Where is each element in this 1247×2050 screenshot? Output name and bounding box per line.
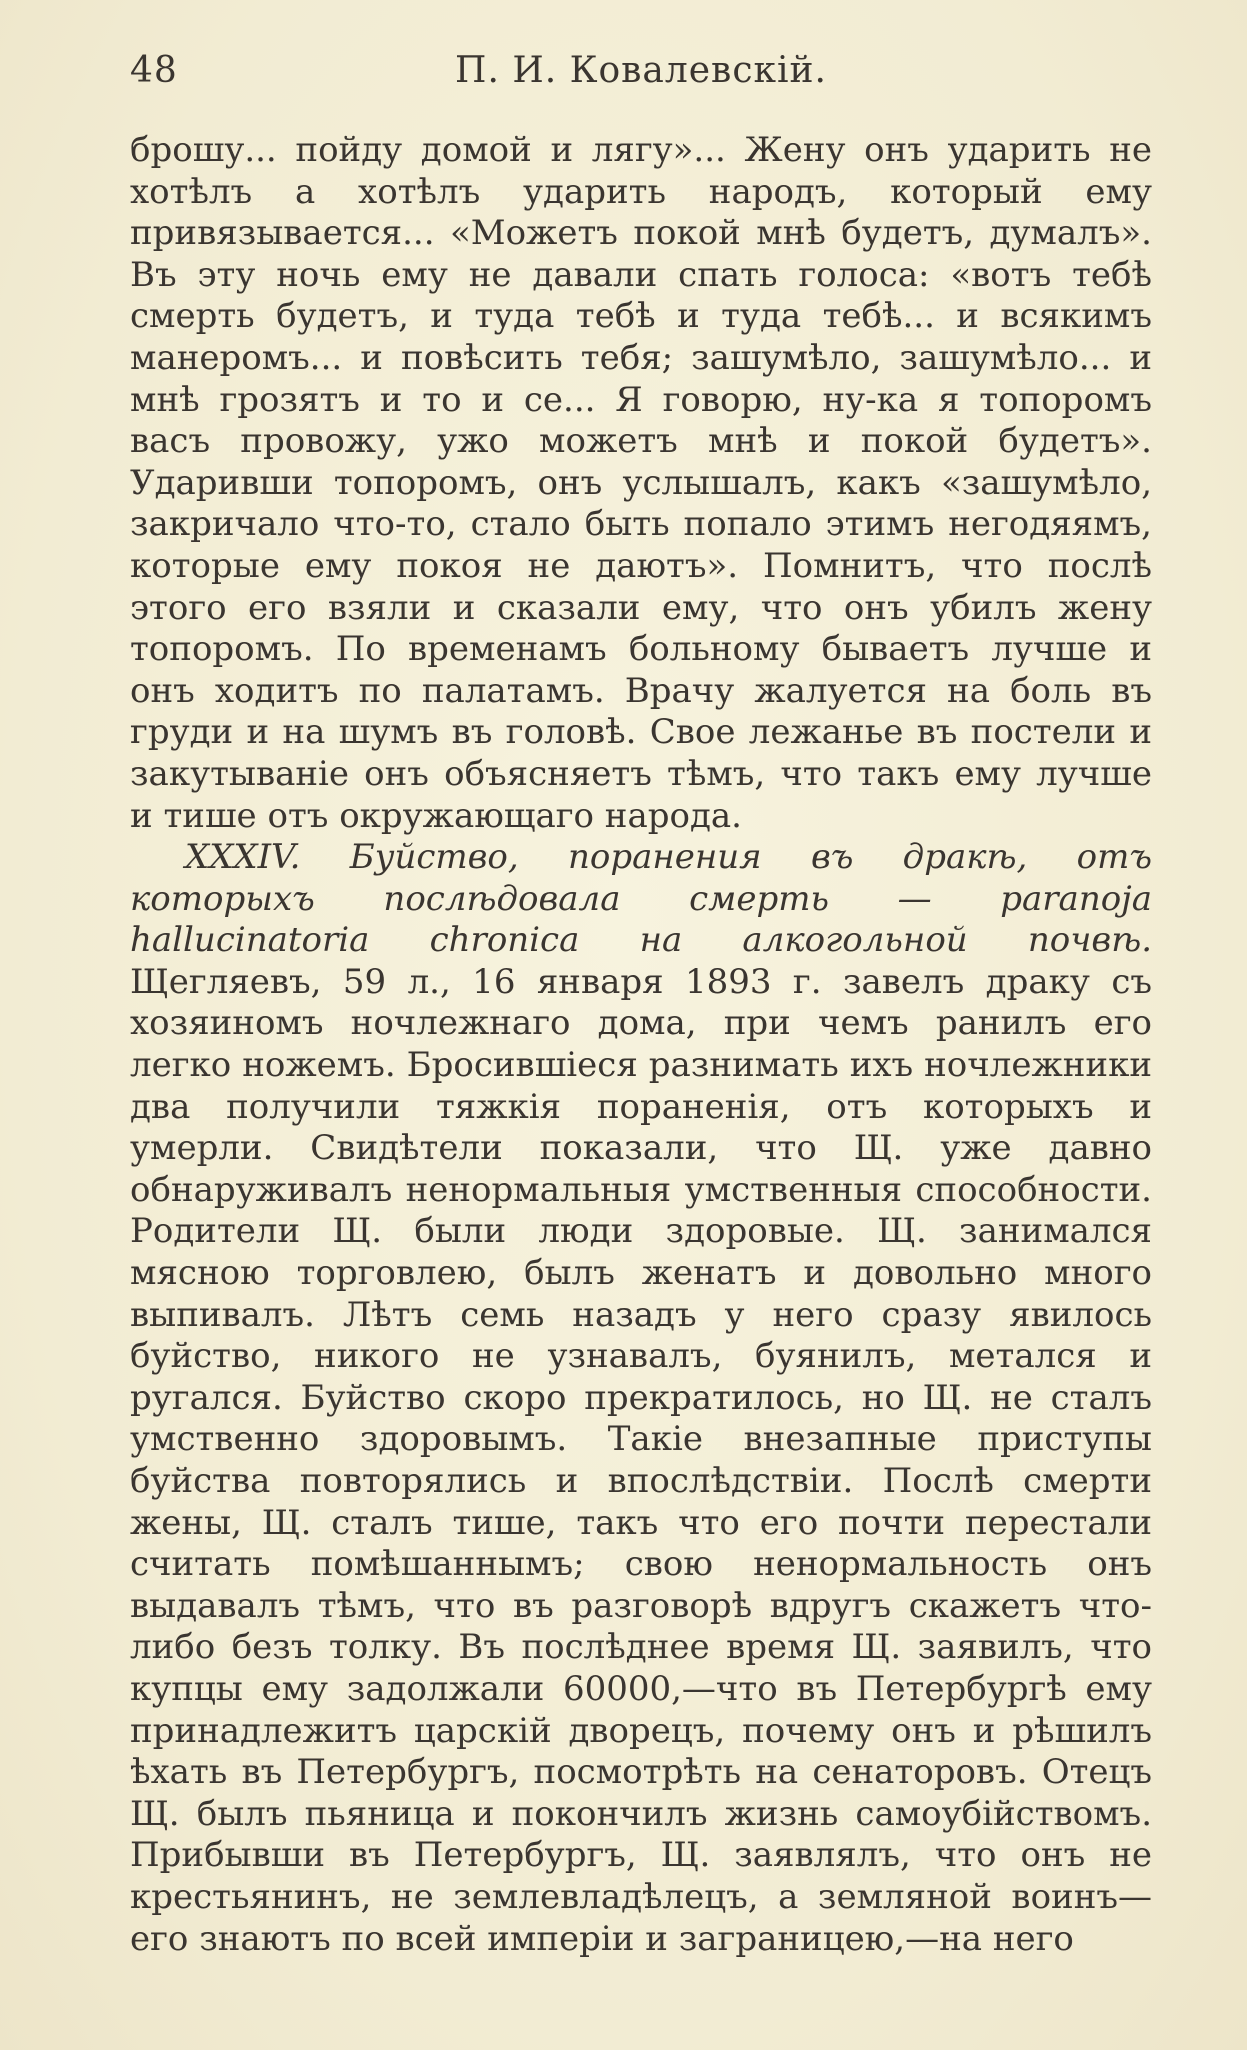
section-number: XXXIV.	[185, 837, 301, 878]
page-header	[130, 40, 1152, 100]
running-title: П. И. Ковалевскій.	[455, 50, 827, 91]
section-text: Щегляевъ, 59 л., 16 января 1893 г. завелъ драку съ хозяиномъ ночлежнаго дома, при чемъ ранилъ его легко ножемъ. Бросившіеся разнимать ихъ ночлежники два получили тяжкія пораненія, отъ которыхъ и умерли. Свидѣтели показали, что Щ. уже давно обнаруживалъ ненормальныя умственныя способности. Родители Щ. были люди здоровые. Щ. занимался мясною торговлею, былъ женатъ и довольно много выпивалъ. Лѣтъ семь назадъ у него сразу явилось буйство, никого не узнавалъ, буянилъ, метался и ругался. Буйство скоро прекратилось, но Щ. не сталъ умственно здоровымъ. Такіе внезапные приступы буйства повторялись и впослѣдствіи. Послѣ смерти жены, Щ. сталъ тише, такъ что его почти перестали считать помѣшаннымъ; свою ненормальность онъ выдавалъ тѣмъ, что въ разговорѣ вдругъ скажетъ что-либо безъ толку. Въ послѣднее время Щ. заявилъ, что купцы ему задолжали 60000,—что въ Петербургѣ ему принадлежитъ царскій дворецъ, почему онъ и рѣшилъ ѣхать въ Петербургъ, посмотрѣть на сенаторовъ. Отецъ Щ. былъ пьяница и покончилъ жизнь самоубійствомъ. Прибывши въ Петербургъ, Щ. заявлялъ, что онъ не крестьянинъ, не землевладѣлецъ, а земляной воинъ—его знаютъ по всей имперіи и заграницею,—на него	[130, 961, 1152, 1959]
paragraph-continuation: брошу... пойду домой и лягу»... Жену онъ ударить не хотѣлъ а хотѣлъ ударить народъ, который ему привязывается... «Можетъ покой мнѣ будетъ, думалъ». Въ эту ночь ему не давали спать голоса: «вотъ тебѣ смерть будетъ, и туда тебѣ и туда тебѣ... и всякимъ манеромъ... и повѣсить тебя; зашумѣло, зашумѣло... и мнѣ грозятъ и то и се... Я говорю, ну-ка я топоромъ васъ провожу, ужо можетъ мнѣ и покой будетъ». Ударивши топоромъ, онъ услышалъ, какъ «зашумѣло, закричало что-то, стало быть попало этимъ негодяямъ, которые ему покоя не даютъ». Помнитъ, что послѣ этого его взяли и сказали ему, что онъ убилъ жену топоромъ. По временамъ больному бываетъ лучше и онъ ходитъ по палатамъ. Врачу жалуется на боль въ груди и на шумъ въ головѣ. Свое лежанье въ постели и закутываніе онъ объясняетъ тѣмъ, что такъ ему лучше и тише отъ окружающаго народа.	[130, 130, 1152, 836]
page-body	[130, 130, 1152, 1960]
case-section	[130, 837, 1152, 1960]
page-number: 48	[130, 50, 178, 91]
section-title: Буйство, поранения въ дракѣ, отъ которыхъ послѣдовала смерть — paranoja hallucinatoria chronica на алкогольной почвѣ.	[130, 837, 1152, 961]
